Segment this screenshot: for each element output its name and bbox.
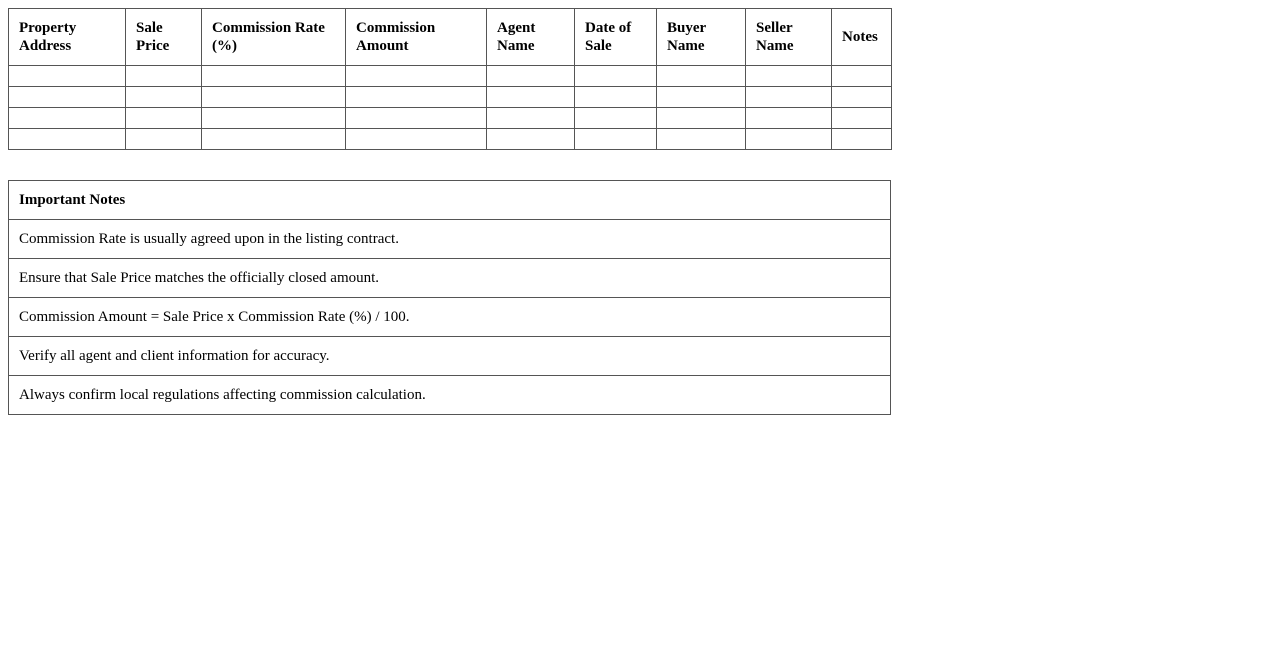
table-cell[interactable] xyxy=(126,129,202,150)
note-row xyxy=(9,259,891,298)
table-cell[interactable] xyxy=(657,66,746,87)
note-row xyxy=(9,337,891,376)
note-item: Ensure that Sale Price matches the officially closed amount. xyxy=(9,259,891,298)
table-cell[interactable] xyxy=(832,129,892,150)
table-cell[interactable] xyxy=(575,129,657,150)
column-header-property-address: Property Address xyxy=(9,9,126,66)
notes-header-row xyxy=(9,181,891,220)
header-row xyxy=(9,9,892,66)
table-cell[interactable] xyxy=(202,87,346,108)
table-row xyxy=(9,66,892,87)
table-cell[interactable] xyxy=(126,87,202,108)
table-cell[interactable] xyxy=(9,129,126,150)
column-header-buyer-name: Buyer Name xyxy=(657,9,746,66)
table-cell[interactable] xyxy=(657,108,746,129)
table-cell[interactable] xyxy=(202,129,346,150)
column-header-notes: Notes xyxy=(832,9,892,66)
table-cell[interactable] xyxy=(126,108,202,129)
column-header-sale-price: Sale Price xyxy=(126,9,202,66)
table-cell[interactable] xyxy=(487,66,575,87)
table-cell[interactable] xyxy=(746,108,832,129)
note-row xyxy=(9,298,891,337)
table-cell[interactable] xyxy=(487,129,575,150)
note-item: Always confirm local regulations affecting commission calculation. xyxy=(9,376,891,415)
table-cell[interactable] xyxy=(575,87,657,108)
column-header-date-of-sale: Date of Sale xyxy=(575,9,657,66)
table-cell[interactable] xyxy=(9,66,126,87)
table-cell[interactable] xyxy=(346,129,487,150)
table-cell[interactable] xyxy=(487,108,575,129)
table-cell[interactable] xyxy=(832,87,892,108)
table-cell[interactable] xyxy=(746,87,832,108)
note-row xyxy=(9,376,891,415)
table-cell[interactable] xyxy=(346,87,487,108)
notes-title: Important Notes xyxy=(9,181,891,220)
column-header-agent-name: Agent Name xyxy=(487,9,575,66)
table-cell[interactable] xyxy=(746,66,832,87)
table-cell[interactable] xyxy=(832,66,892,87)
note-item: Verify all agent and client information for accuracy. xyxy=(9,337,891,376)
table-row xyxy=(9,87,892,108)
table-cell[interactable] xyxy=(657,87,746,108)
table-cell[interactable] xyxy=(126,66,202,87)
page xyxy=(8,8,891,415)
table-cell[interactable] xyxy=(202,108,346,129)
table-cell[interactable] xyxy=(202,66,346,87)
table-cell[interactable] xyxy=(346,108,487,129)
table-cell[interactable] xyxy=(487,87,575,108)
column-header-commission-amount: Commission Amount xyxy=(346,9,487,66)
table-cell[interactable] xyxy=(657,129,746,150)
table-cell[interactable] xyxy=(746,129,832,150)
table-cell[interactable] xyxy=(346,66,487,87)
table-cell[interactable] xyxy=(9,87,126,108)
table-cell[interactable] xyxy=(575,108,657,129)
table-cell[interactable] xyxy=(9,108,126,129)
note-row xyxy=(9,220,891,259)
note-item: Commission Rate is usually agreed upon in the listing contract. xyxy=(9,220,891,259)
note-item: Commission Amount = Sale Price x Commission Rate (%) / 100. xyxy=(9,298,891,337)
table-row xyxy=(9,108,892,129)
important-notes-table xyxy=(8,180,891,415)
column-header-seller-name: Seller Name xyxy=(746,9,832,66)
table-cell[interactable] xyxy=(832,108,892,129)
commission-table xyxy=(8,8,892,150)
column-header-commission-rate: Commission Rate (%) xyxy=(202,9,346,66)
table-row xyxy=(9,129,892,150)
table-cell[interactable] xyxy=(575,66,657,87)
